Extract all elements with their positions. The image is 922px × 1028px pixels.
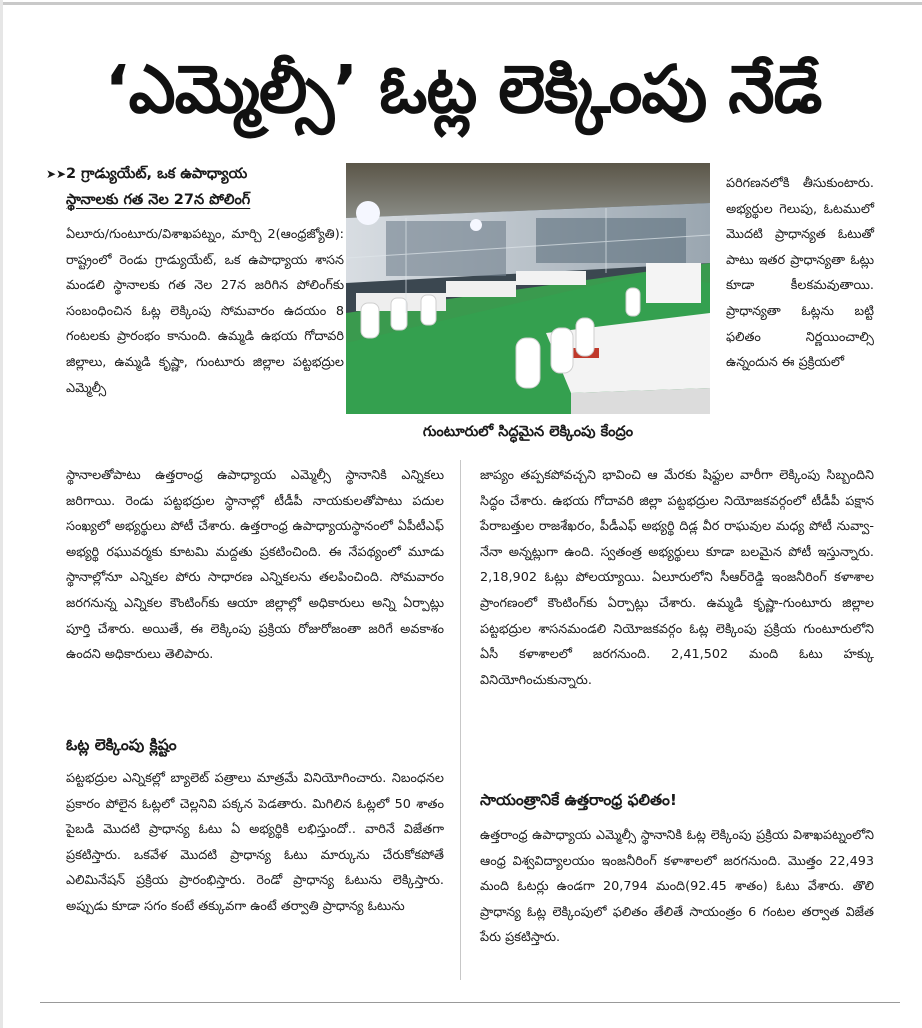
- subhead-uttarandhra-result: సాయంత్రానికే ఉత్తరాంధ్ర ఫలితం!: [480, 791, 677, 809]
- column-divider: [460, 460, 461, 980]
- column-1-bottom: పట్టభద్రుల ఎన్నికల్లో బ్యాలెట్‌ పత్రాలు మాత్రమే వినియోగించారు. నిబంధనల ప్రకారం పోలైన ఓట్లలో చెల్లనివి పక్కన పెడతారు. మిగిలిన ఓట్లలో 50 శాతం పైబడి మొదటి ప్రాధాన్య ఓటు ఏ అభ్యర్థికి లభిస్తుందో.. వారినే విజేతగా ప్రకటిస్తారు. ఒకవేళ మొదటి ప్రాధాన్య ఓటు మార్కును చేరుకోకపోతే ఎలిమినేషన్‌ ప్రక్రియ ప్రారంభిస్తారు. రెండో ప్రాధాన్య ఓటును లెక్కిస్తారు. అప్పుడు కూడా సగం కంటే తక్కువగా ఉంటే తర్వాతి ప్రాధాన్య ఓటును: [66, 771, 444, 914]
- bottom-rule: [40, 1002, 900, 1003]
- deck: [46, 161, 341, 213]
- top-border: [0, 2, 922, 5]
- column-3-top: పరిగణనలోకి తీసుకుంటారు. అభ్యర్థుల గెలుపు, ఓటములో మొదటి ప్రాధాన్యత ఓటుతో పాటు ఇతర ప్రాధాన్యతా ఓట్లు కూడా కీలకమవుతాయి. ప్రాధాన్యతా ఓట్లను బట్టి ఫలితం నిర్ణయించాల్సి ఉన్నందున ఈ ప్రక్రియలో: [726, 176, 874, 371]
- left-edge: [0, 0, 3, 1028]
- deck-line-2: స్థానాలకు గత నెల 27న పోలింగ్‌: [66, 192, 251, 208]
- deck-line-1: 2 గ్రాడ్యుయేట్‌, ఒక ఉపాధ్యాయ: [66, 166, 248, 182]
- subhead-counting-complex: ఓట్ల లెక్కింపు క్లిష్టం: [66, 736, 177, 754]
- double-arrow-icon: ➤➤: [46, 167, 67, 181]
- headline: ‘ఎమ్మెల్సీ’ ఓట్ల లెక్కింపు నేడే: [104, 51, 822, 128]
- counting-center-photo: [346, 163, 710, 414]
- column-1-wide: స్థానాలతోపాటు ఉత్తరాంధ్ర ఉపాధ్యాయ ఎమ్మెల్సీ స్థానానికి ఎన్నికలు జరిగాయి. రెండు పట్టభద్రుల స్థానాల్లో టీడీపీ నాయకులతోపాటు పదుల సంఖ్యలో అభ్యర్థులు పోటీ చేశారు. ఉత్తరాంధ్ర ఉపాధ్యాయస్థానంలో ఏపీటీఎఫ్‌ అభ్యర్థి రఘువర్మకు కూటమి మద్దతు ప్రకటించింది. ఈ నేపథ్యంలో మూడు స్థానాల్లోనూ ఎన్నికల పోరు సాధారణ ఎన్నికలను తలపించింది. సోమవారం జరగనున్న ఎన్నికల కౌంటింగ్‌కు ఆయా జిల్లాల్లో అధికారులు అన్ని ఏర్పాట్లు పూర్తి చేశారు. అయితే, ఈ లెక్కింపు ప్రక్రియ రోజురోజంతా జరిగే అవకాశం ఉందని అధికారులు తెలిపారు.: [66, 468, 444, 663]
- photo-caption: గుంటూరులో సిద్ధమైన లెక్కింపు కేంద్రం: [422, 424, 634, 440]
- column-2-mid: జాప్యం తప్పకపోవచ్చని భావించి ఆ మేరకు షిఫ్టుల వారీగా లెక్కింపు సిబ్బందిని సిద్ధం చేశారు. ఉభయ గోదావరి జిల్లా పట్టభద్రుల నియోజకవర్గంలో టీడీపీ పక్షాన పేరాబత్తుల రాజశేఖరం, పీడీఎఫ్‌ అభ్యర్థి దిడ్ల వీర రాఘవుల మధ్య పోటీ నువ్వా-నేనా అన్నట్లుగా ఉంది. స్వతంత్ర అభ్యర్థులు కూడా బలమైన పోటీ ఇస్తున్నారు. 2,18,902 ఓట్లు పోలయ్యాయి. ఏలూరులోని సీఆర్‌రెడ్డి ఇంజనీరింగ్‌ కళాశాల ప్రాంగణంలో కౌంటింగ్‌కు ఏర్పాట్లు చేశారు. ఉమ్మడి కృష్ణా-గుంటూరు జిల్లాల పట్టభద్రుల శాసనమండలి నియోజకవర్గం ఓట్ల లెక్కింపు ప్రక్రియ గుంటూరులోని ఏసీ కళాశాలలో జరగనుంది. 2,41,502 మంది ఓటు హక్కు వినియోగించుకున్నారు.: [480, 468, 874, 688]
- photo-illustration: [346, 163, 710, 414]
- column-2-bottom: ఉత్తరాంధ్ర ఉపాధ్యాయ ఎమ్మెల్సీ స్థానానికి ఓట్ల లెక్కింపు ప్రక్రియ విశాఖపట్నంలోని ఆంధ్ర విశ్వవిద్యాలయం ఇంజనీరింగ్‌ కళాశాలలో జరగనుంది. మొత్తం 22,493 మంది ఓటర్లు ఉండగా 20,794 మంది(92.45 శాతం) ఓటు వేశారు. తొలి ప్రాధాన్య ఓట్ల లెక్కింపులో ఫలితం తేలితే సాయంత్రం 6 గంటల తర్వాత విజేత పేరు ప్రకటిస్తారు.: [480, 828, 874, 946]
- column-1-top: ఏలూరు/గుంటూరు/విశాఖపట్నం, మార్చి 2(ఆంధ్రజ్యోతి): రాష్ట్రంలో రెండు గ్రాడ్యుయేట్‌, ఒక ఉపాధ్యాయ శాసన మండలి స్థానాలకు గత నెల 27న జరిగిన పోలింగ్‌కు సంబంధించిన ఓట్ల లెక్కింపు సోమవారం ఉదయం 8 గంటలకు ప్రారంభం కానుంది. ఉమ్మడి ఉభయ గోదావరి జిల్లాలు, ఉమ్మడి కృష్ణా, గుంటూరు జిల్లాల పట్టభద్రుల ఎమ్మెల్సీ: [66, 227, 344, 396]
